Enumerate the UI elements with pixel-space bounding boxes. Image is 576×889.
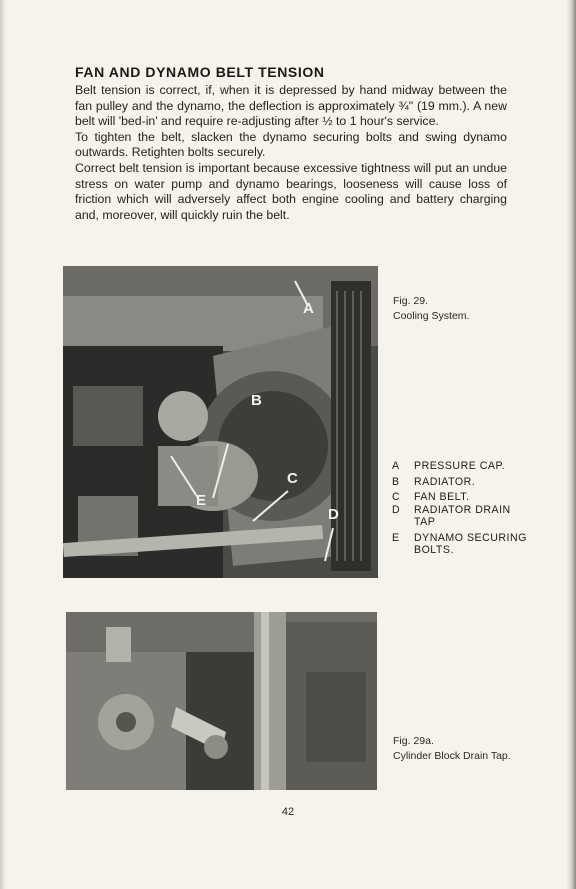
- drain-tap-illustration: [66, 612, 377, 790]
- legend-item-e: [392, 532, 542, 557]
- legend-item-c: [392, 491, 542, 504]
- figure-29a-title: Cylinder Block Drain Tap.: [393, 750, 511, 762]
- legend-item-b: [392, 476, 542, 489]
- section-heading: FAN AND DYNAMO BELT TENSION: [75, 64, 325, 80]
- paragraph-tighten: To tighten the belt, slacken the dynamo securing bolts and swing dynamo outwards. Retighten bolts securely.: [75, 129, 507, 160]
- legend-key: C: [392, 491, 401, 503]
- figure-29-caption: [393, 294, 469, 324]
- legend-item-d: [392, 504, 542, 529]
- legend-key: A: [392, 460, 400, 472]
- body-text: [75, 83, 507, 223]
- page-number: 42: [281, 806, 295, 818]
- label-e: E: [196, 492, 207, 509]
- label-b: B: [251, 392, 262, 409]
- figure-29-title: Cooling System.: [393, 310, 470, 322]
- legend-key: B: [392, 475, 400, 488]
- legend-item-a: [392, 460, 542, 473]
- legend-key: E: [392, 531, 400, 544]
- legend-text: PRESSURE CAP.: [414, 460, 506, 472]
- label-c: C: [287, 470, 298, 487]
- legend-text: RADIATOR DRAIN TAP: [414, 503, 511, 528]
- paragraph-belt-tension: Belt tension is correct, if, when it is depressed by hand midway between the fan pulley and the dynamo, the deflection is approximately ¾" (19 mm.). A new belt will 'bed-in' and require re-adjusting after ½ to 1 hour's service.: [75, 83, 507, 129]
- figure-29-number: Fig. 29.: [393, 295, 429, 307]
- figure-29a-number: Fig. 29a.: [393, 735, 434, 747]
- figure-29a-caption: [393, 734, 511, 764]
- legend-text: RADIATOR.: [414, 475, 476, 488]
- label-a: A: [303, 300, 314, 317]
- legend-text: DYNAMO SECURING BOLTS.: [414, 531, 527, 556]
- cooling-system-illustration: [63, 266, 378, 578]
- legend-text: FAN BELT.: [414, 491, 470, 503]
- cooling-system-photo: [63, 266, 378, 578]
- page-edge-left: [0, 0, 6, 889]
- figure-legend: [392, 460, 542, 560]
- paragraph-importance: Correct belt tension is important because excessive tightness will put an undue stress on water pump and dynamo bearings, looseness will cause loss of friction which will adversely affect both engine cooling and battery charging and, moreover, will quickly ruin the belt.: [75, 160, 507, 222]
- label-d: D: [328, 506, 339, 523]
- legend-key: D: [392, 503, 401, 516]
- drain-tap-photo: [66, 612, 377, 790]
- page-edge-right: [566, 0, 576, 889]
